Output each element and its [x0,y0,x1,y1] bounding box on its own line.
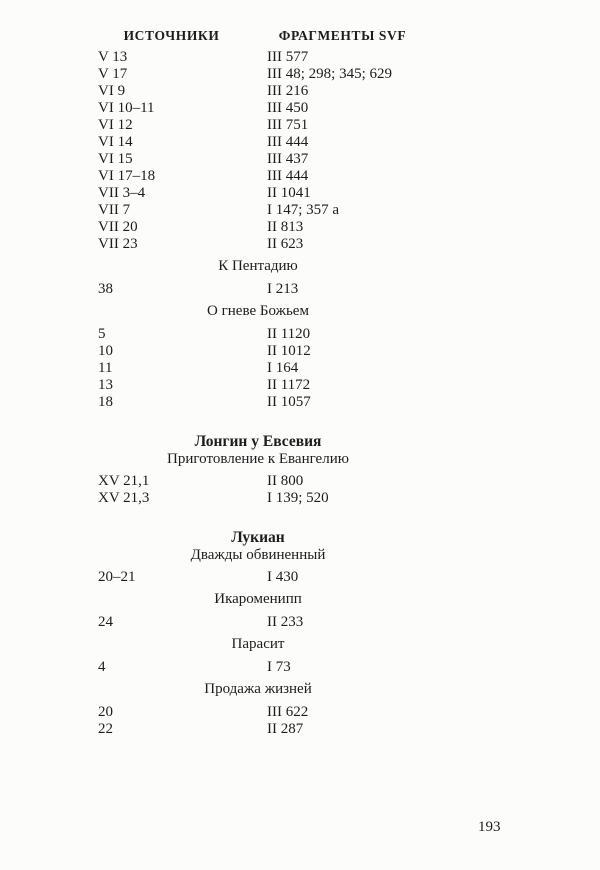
row-fragment: III 751 [267,117,309,133]
author-heading: Лонгин у Евсевия [194,433,322,450]
row-source: VI 12 [98,117,133,133]
row-fragment: III 450 [267,100,309,116]
row-source: 38 [98,281,113,297]
row-source: 22 [98,721,113,737]
table-row [98,281,418,298]
row-source: V 13 [98,49,128,65]
row-source: 4 [98,659,106,675]
row-source: XV 21,3 [98,490,150,506]
row-source: XV 21,1 [98,473,150,489]
table-row [98,490,418,507]
row-source: 18 [98,394,113,410]
row-fragment: II 287 [267,721,304,737]
row-fragment: III 577 [267,49,309,65]
author-heading: Лукиан [231,529,285,546]
row-source: 10 [98,343,113,359]
row-fragment: I 430 [267,569,299,585]
row-fragment: III 437 [267,151,309,167]
column-header-sources: ИСТОЧНИКИ [123,28,220,43]
row-source: VII 23 [98,236,138,252]
table-row [98,202,418,219]
row-source: VII 20 [98,219,138,235]
table-row [98,326,418,343]
work-title: Дважды обвиненный [190,547,326,563]
section-subheading: О гневе Божьем [207,303,309,319]
row-source: VI 10–11 [98,100,155,116]
table-row [98,185,418,202]
table-row [98,151,418,168]
row-source: 20 [98,704,113,720]
table-row [98,100,418,117]
table-row [98,721,418,738]
row-fragment: III 48; 298; 345; 629 [267,66,392,82]
row-fragment: II 1057 [267,394,311,410]
table-row [98,659,418,676]
row-source: 11 [98,360,113,376]
row-source: 13 [98,377,113,393]
row-fragment: III 216 [267,83,309,99]
section-subheading: Парасит [231,636,285,652]
row-source: VII 7 [98,202,131,218]
table-row [98,219,418,236]
row-source: 5 [98,326,106,342]
row-source: 20–21 [98,569,136,585]
row-fragment: II 233 [267,614,304,630]
section-subheading: Продажа жизней [204,681,312,697]
table-row [98,168,418,185]
table-row [98,704,418,721]
section-subheading: К Пентадию [218,258,298,274]
section-subheading: Икароменипп [214,591,302,607]
row-fragment: II 623 [267,236,304,252]
table-row [98,569,418,586]
row-fragment: III 444 [267,134,309,150]
table-row [98,377,418,394]
index-table [98,28,418,738]
table-row [98,83,418,100]
row-source: VI 9 [98,83,126,99]
row-source: VI 14 [98,134,133,150]
row-fragment: I 139; 520 [267,490,329,506]
table-row [98,49,418,66]
table-row [98,134,418,151]
table-row [98,473,418,490]
row-fragment: I 73 [267,659,291,675]
table-row [98,394,418,411]
row-fragment: II 1012 [267,343,311,359]
row-fragment: I 213 [267,281,299,297]
column-header-fragments: ФРАГМЕНТЫ SVF [278,28,407,43]
row-source: V 17 [98,66,128,82]
table-row [98,236,418,253]
row-source: VI 17–18 [98,168,156,184]
entries [98,49,418,738]
row-fragment: II 800 [267,473,304,489]
row-fragment: I 164 [267,360,299,376]
table-row [98,360,418,377]
row-fragment: II 1041 [267,185,311,201]
page-number: 193 [478,819,501,835]
row-fragment: I 147; 357 a [267,202,340,218]
row-source: VI 15 [98,151,133,167]
table-row [98,343,418,360]
row-fragment: II 1120 [267,326,311,342]
table-row [98,614,418,631]
row-fragment: III 622 [267,704,309,720]
row-fragment: II 813 [267,219,304,235]
work-title: Приготовление к Евангелию [167,451,349,467]
table-row [98,66,418,83]
column-headers [98,28,418,44]
row-source: 24 [98,614,113,630]
row-source: VII 3–4 [98,185,146,201]
row-fragment: III 444 [267,168,309,184]
table-row [98,117,418,134]
row-fragment: II 1172 [267,377,311,393]
